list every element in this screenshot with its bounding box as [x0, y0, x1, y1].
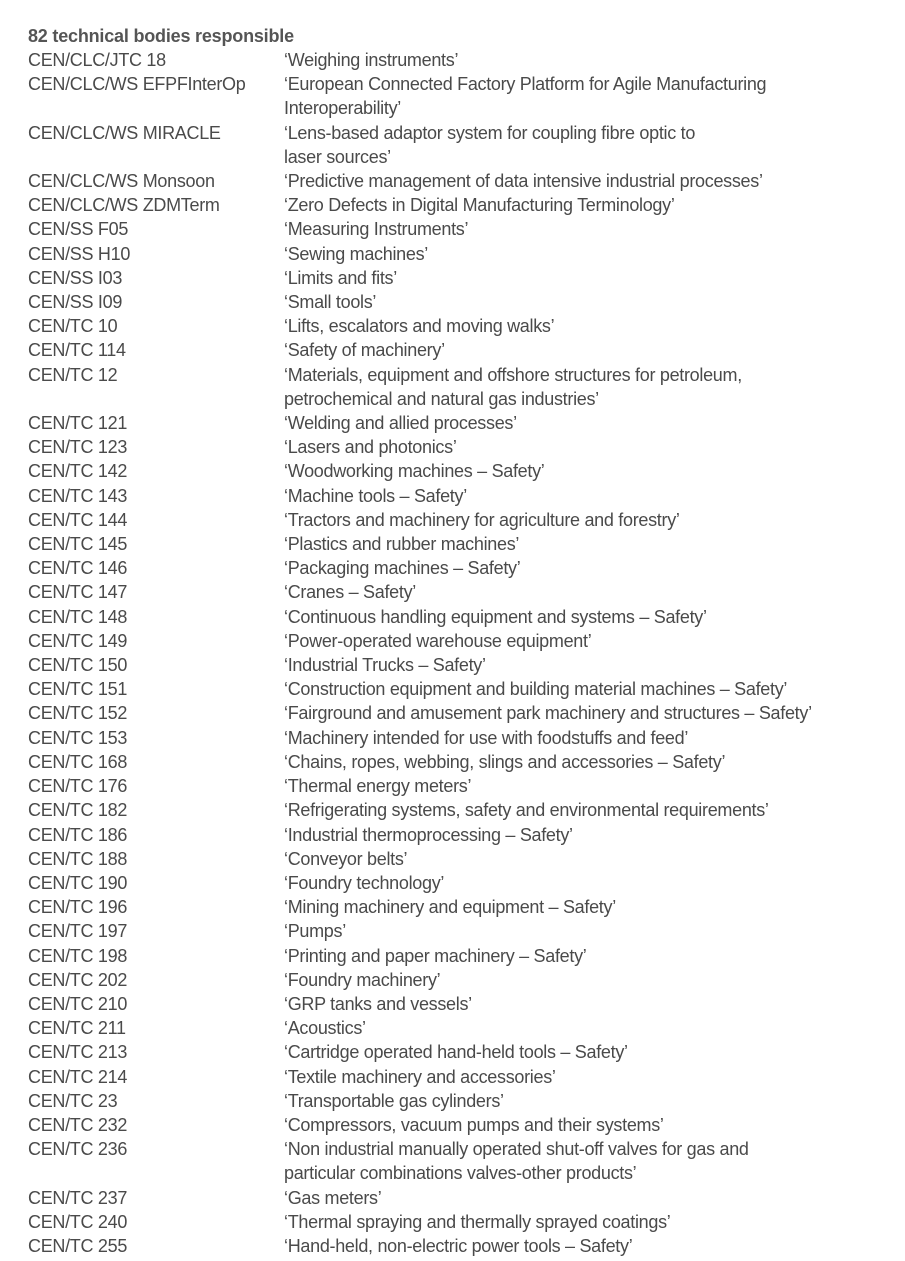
- table-row: [28, 701, 812, 725]
- body-code: CEN/TC 123: [28, 437, 128, 458]
- table-row: [28, 968, 812, 992]
- body-code: CEN/SS I03: [28, 267, 123, 288]
- body-title: ‘Transportable gas cylinders’: [284, 1090, 504, 1111]
- table-row: [28, 459, 812, 483]
- table-row: [28, 944, 812, 968]
- body-title: ‘Conveyor belts’: [284, 848, 408, 869]
- table-row: [28, 411, 812, 435]
- body-title: ‘Mining machinery and equipment – Safety’: [284, 897, 616, 918]
- table-row: [28, 363, 812, 411]
- body-code: CEN/TC 255: [28, 1235, 128, 1256]
- body-title: ‘Lens-based adaptor system for coupling fibre optic to laser sources’: [284, 122, 696, 167]
- entries-table: [28, 48, 812, 1258]
- body-code: CEN/CLC/WS Monsoon: [28, 171, 215, 192]
- body-code: CEN/TC 146: [28, 558, 128, 579]
- body-title: ‘Hand-held, non-electric power tools – Safety’: [284, 1235, 633, 1256]
- body-code: CEN/TC 149: [28, 630, 128, 651]
- table-row: [28, 193, 812, 217]
- body-code: CEN/TC 12: [28, 364, 118, 385]
- table-row: [28, 121, 812, 169]
- table-row: [28, 798, 812, 822]
- table-row: [28, 48, 812, 72]
- table-row: [28, 895, 812, 919]
- body-title: ‘Machine tools – Safety’: [284, 485, 467, 506]
- body-title: ‘Woodworking machines – Safety’: [284, 461, 545, 482]
- table-row: [28, 314, 812, 338]
- body-title: ‘Plastics and rubber machines’: [284, 534, 520, 555]
- body-title: ‘Cranes – Safety’: [284, 582, 416, 603]
- table-row: [28, 72, 812, 120]
- body-title: ‘GRP tanks and vessels’: [284, 993, 472, 1014]
- body-title: ‘Tractors and machinery for agriculture and forestry’: [284, 509, 680, 530]
- body-code: CEN/TC 143: [28, 485, 128, 506]
- body-title: ‘Gas meters’: [284, 1187, 382, 1208]
- body-title: ‘Machinery intended for use with foodstuffs and feed’: [284, 727, 689, 748]
- table-row: [28, 992, 812, 1016]
- body-code: CEN/TC 213: [28, 1042, 128, 1063]
- body-code: CEN/TC 210: [28, 993, 128, 1014]
- body-code: CEN/TC 142: [28, 461, 128, 482]
- table-row: [28, 774, 812, 798]
- body-code: CEN/TC 148: [28, 606, 128, 627]
- body-title: ‘Compressors, vacuum pumps and their systems’: [284, 1114, 664, 1135]
- technical-bodies-list: [28, 24, 812, 1258]
- body-title: ‘Welding and allied processes’: [284, 413, 517, 434]
- body-code: CEN/TC 232: [28, 1114, 128, 1135]
- table-row: [28, 217, 812, 241]
- body-title: ‘Predictive management of data intensive industrial processes’: [284, 171, 763, 192]
- body-title: ‘Lasers and photonics’: [284, 437, 457, 458]
- body-code: CEN/TC 147: [28, 582, 128, 603]
- table-row: [28, 1089, 812, 1113]
- table-row: [28, 871, 812, 895]
- body-title: ‘Packaging machines – Safety’: [284, 558, 521, 579]
- body-code: CEN/SS I09: [28, 292, 123, 313]
- body-code: CEN/TC 10: [28, 316, 118, 337]
- body-code: CEN/TC 186: [28, 824, 128, 845]
- table-row: [28, 1065, 812, 1089]
- body-code: CEN/TC 23: [28, 1090, 118, 1111]
- table-row: [28, 1137, 812, 1185]
- body-code: CEN/TC 197: [28, 921, 128, 942]
- body-title: ‘European Connected Factory Platform for Agile Manufacturing Interoperability’: [284, 74, 767, 119]
- body-code: CEN/TC 214: [28, 1066, 128, 1087]
- body-title: ‘Textile machinery and accessories’: [284, 1066, 556, 1087]
- body-title: ‘Zero Defects in Digital Manufacturing Terminology’: [284, 195, 675, 216]
- body-code: CEN/TC 121: [28, 413, 128, 434]
- table-row: [28, 1210, 812, 1234]
- body-title: ‘Non industrial manually operated shut-off valves for gas and particular combinations valves-other products’: [284, 1139, 749, 1184]
- body-title: ‘Chains, ropes, webbing, slings and accessories – Safety’: [284, 751, 726, 772]
- body-code: CEN/TC 145: [28, 534, 128, 555]
- body-title: ‘Construction equipment and building material machines – Safety’: [284, 679, 788, 700]
- table-row: [28, 338, 812, 362]
- body-code: CEN/TC 151: [28, 679, 128, 700]
- body-code: CEN/TC 152: [28, 703, 128, 724]
- body-title: ‘Industrial Trucks – Safety’: [284, 655, 486, 676]
- body-code: CEN/TC 198: [28, 945, 128, 966]
- table-row: [28, 580, 812, 604]
- table-row: [28, 605, 812, 629]
- body-title: ‘Materials, equipment and offshore structures for petroleum, petrochemical and natural gas industries’: [284, 364, 742, 409]
- body-title: ‘Power-operated warehouse equipment’: [284, 630, 592, 651]
- table-row: [28, 919, 812, 943]
- body-title: ‘Industrial thermoprocessing – Safety’: [284, 824, 573, 845]
- body-code: CEN/TC 144: [28, 509, 128, 530]
- table-row: [28, 1016, 812, 1040]
- table-row: [28, 532, 812, 556]
- section-heading: 82 technical bodies responsible: [28, 26, 294, 46]
- body-code: CEN/SS F05: [28, 219, 129, 240]
- body-code: CEN/TC 150: [28, 655, 128, 676]
- table-row: [28, 653, 812, 677]
- body-title: ‘Cartridge operated hand-held tools – Safety’: [284, 1042, 628, 1063]
- body-code: CEN/CLC/WS EFPFInterOp: [28, 74, 246, 95]
- table-row: [28, 1113, 812, 1137]
- body-title: ‘Weighing instruments’: [284, 50, 459, 70]
- body-code: CEN/TC 176: [28, 776, 128, 797]
- body-code: CEN/TC 240: [28, 1211, 128, 1232]
- body-title: ‘Acoustics’: [284, 1018, 366, 1039]
- body-code: CEN/CLC/JTC 18: [28, 50, 166, 70]
- body-code: CEN/TC 237: [28, 1187, 128, 1208]
- table-row: [28, 266, 812, 290]
- table-row: [28, 435, 812, 459]
- table-row: [28, 847, 812, 871]
- body-title: ‘Foundry machinery’: [284, 969, 441, 990]
- body-title: ‘Sewing machines’: [284, 243, 428, 264]
- table-row: [28, 169, 812, 193]
- body-title: ‘Pumps’: [284, 921, 346, 942]
- table-row: [28, 242, 812, 266]
- body-title: ‘Thermal energy meters’: [284, 776, 472, 797]
- body-title: ‘Lifts, escalators and moving walks’: [284, 316, 555, 337]
- table-row: [28, 1186, 812, 1210]
- table-row: [28, 629, 812, 653]
- body-code: CEN/TC 153: [28, 727, 128, 748]
- body-code: CEN/TC 236: [28, 1139, 128, 1160]
- table-row: [28, 750, 812, 774]
- table-row: [28, 677, 812, 701]
- body-code: CEN/CLC/WS MIRACLE: [28, 122, 221, 143]
- table-row: [28, 556, 812, 580]
- body-code: CEN/TC 190: [28, 872, 128, 893]
- body-code: CEN/TC 202: [28, 969, 128, 990]
- body-title: ‘Fairground and amusement park machinery and structures – Safety’: [284, 703, 812, 724]
- body-title: ‘Measuring Instruments’: [284, 219, 469, 240]
- body-code: CEN/TC 182: [28, 800, 128, 821]
- body-code: CEN/SS H10: [28, 243, 131, 264]
- table-row: [28, 508, 812, 532]
- body-code: CEN/TC 211: [28, 1018, 126, 1039]
- body-code: CEN/CLC/WS ZDMTerm: [28, 195, 220, 216]
- body-title: ‘Printing and paper machinery – Safety’: [284, 945, 587, 966]
- table-row: [28, 1040, 812, 1064]
- body-code: CEN/TC 196: [28, 897, 128, 918]
- body-title: ‘Refrigerating systems, safety and environmental requirements’: [284, 800, 769, 821]
- table-row: [28, 484, 812, 508]
- body-code: CEN/TC 114: [28, 340, 126, 361]
- table-row: [28, 726, 812, 750]
- body-title: ‘Safety of machinery’: [284, 340, 445, 361]
- body-title: ‘Continuous handling equipment and systems – Safety’: [284, 606, 707, 627]
- body-code: CEN/TC 168: [28, 751, 128, 772]
- body-title: ‘Foundry technology’: [284, 872, 445, 893]
- table-row: [28, 823, 812, 847]
- body-code: CEN/TC 188: [28, 848, 128, 869]
- body-title: ‘Small tools’: [284, 292, 377, 313]
- table-row: [28, 290, 812, 314]
- body-title: ‘Thermal spraying and thermally sprayed coatings’: [284, 1211, 671, 1232]
- body-title: ‘Limits and fits’: [284, 267, 397, 288]
- table-row: [28, 1234, 812, 1258]
